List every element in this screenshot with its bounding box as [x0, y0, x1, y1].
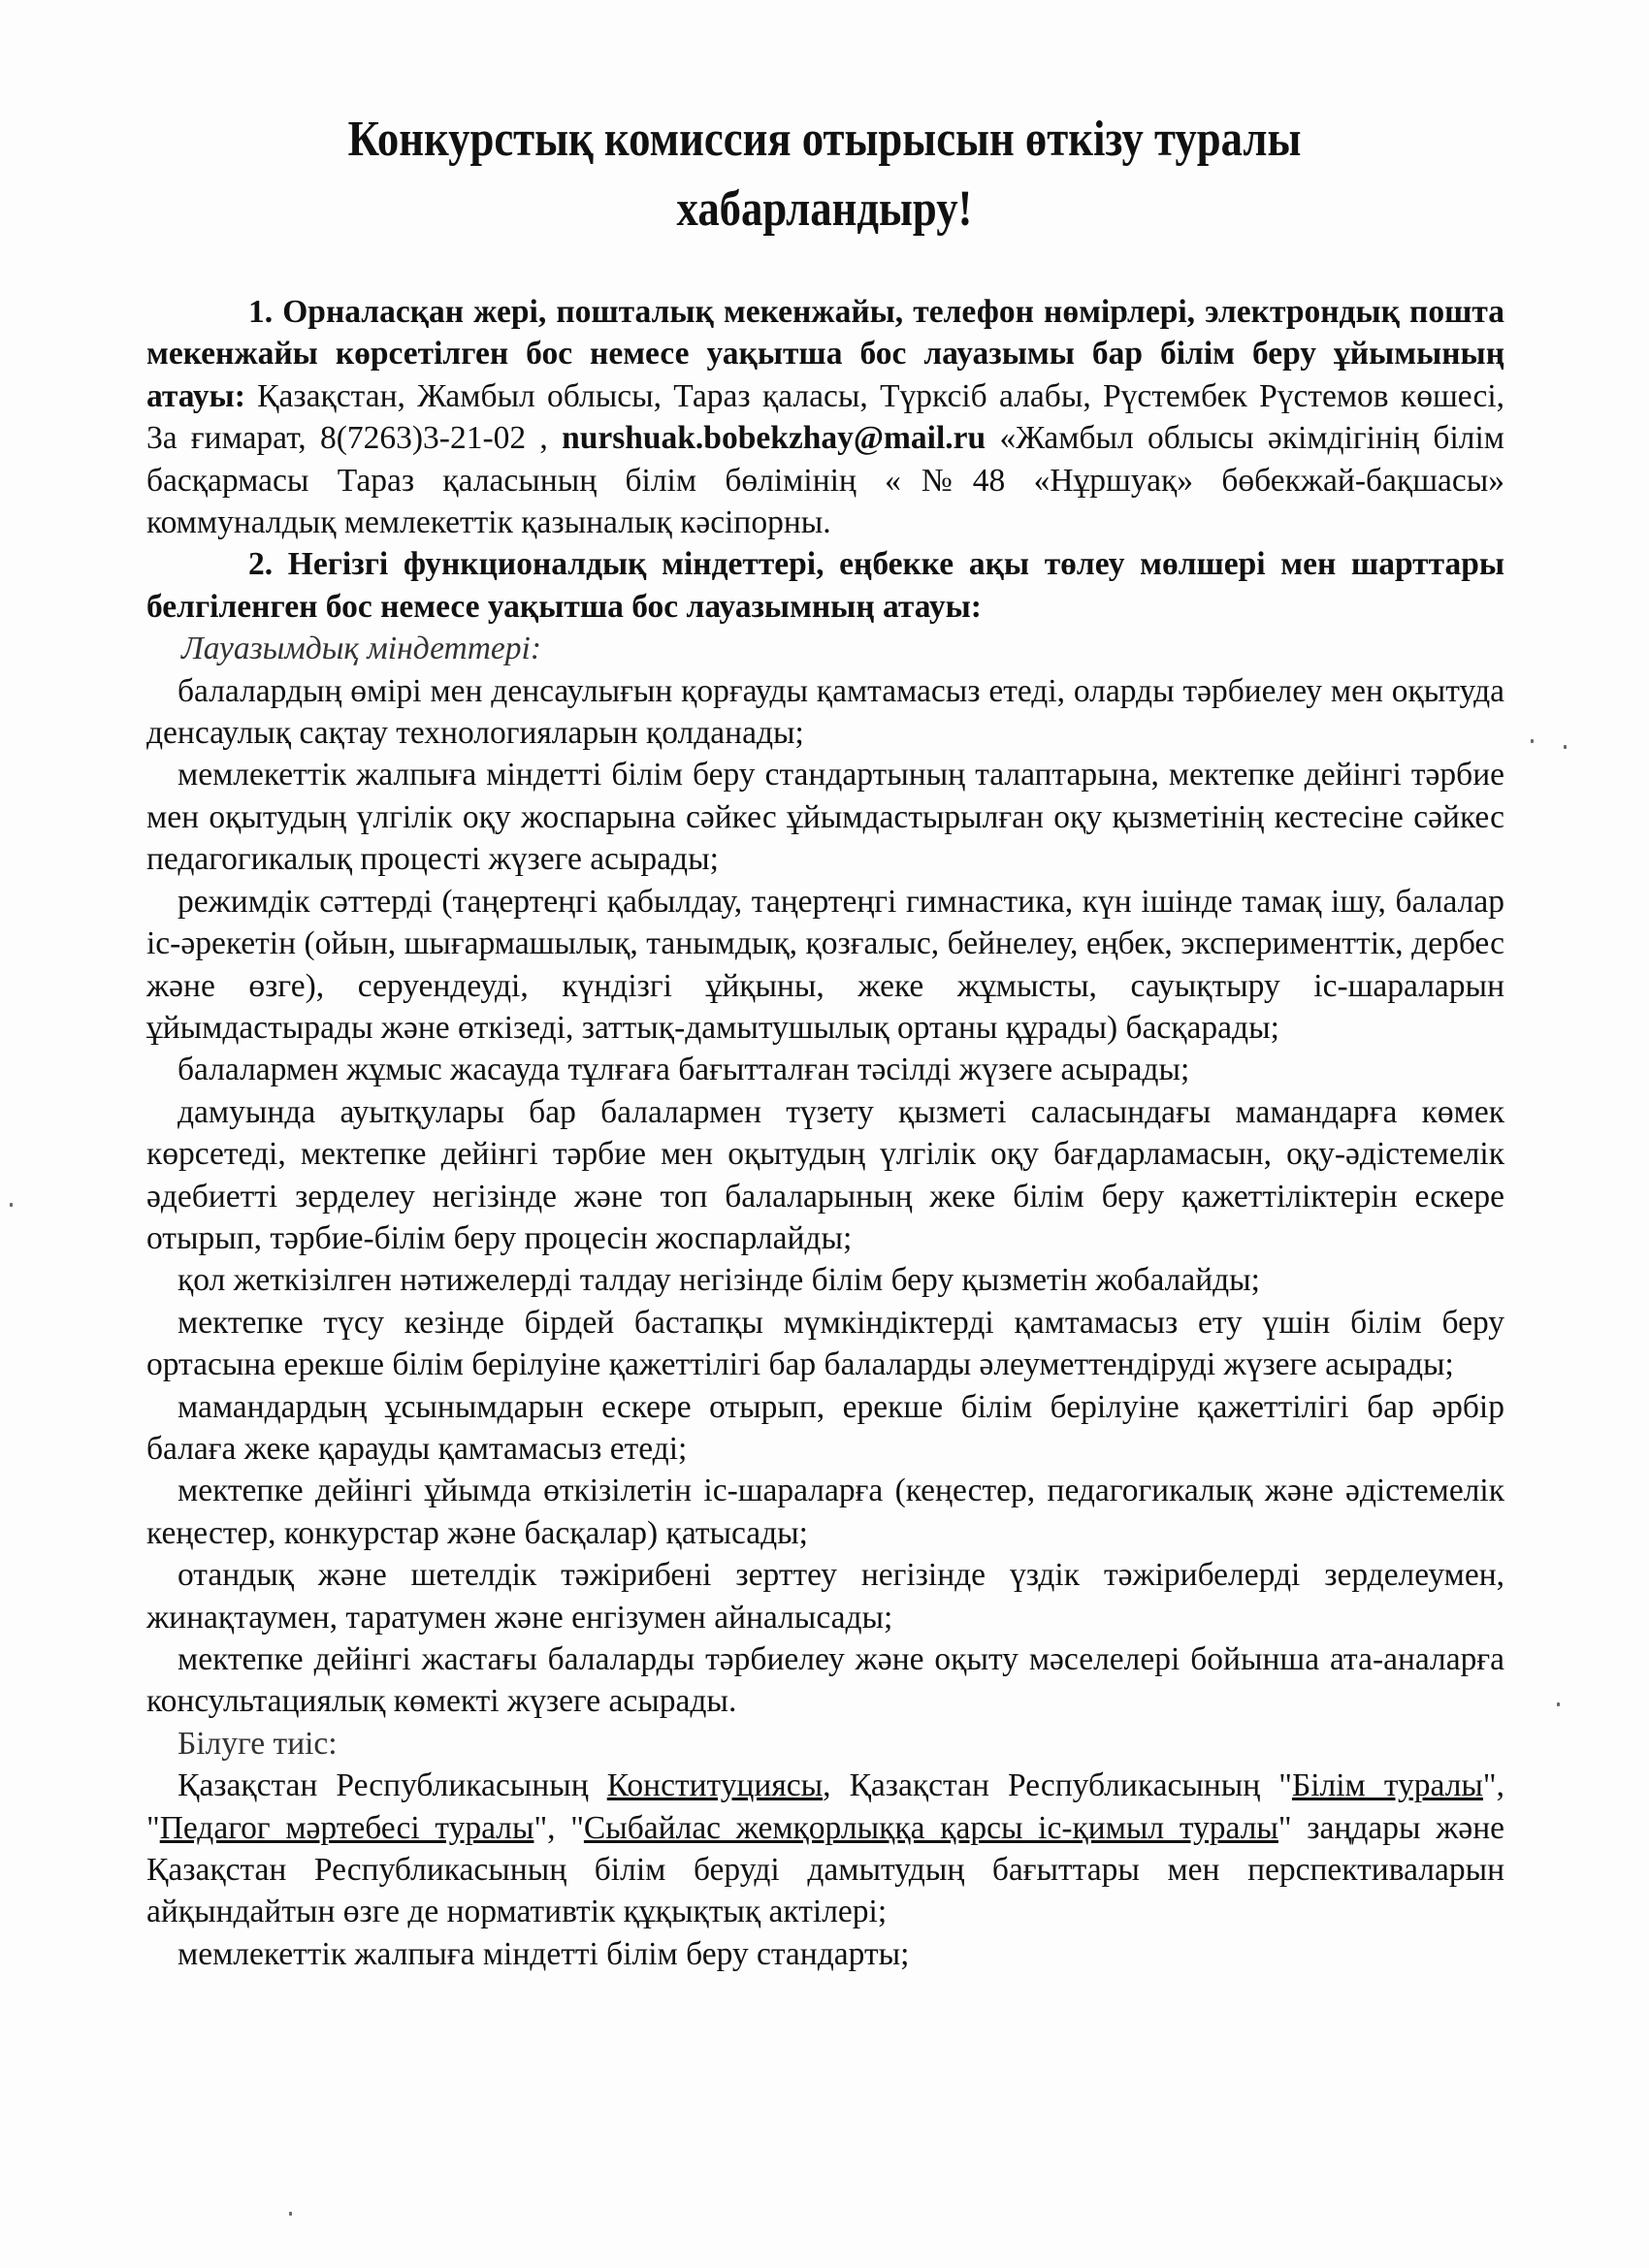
section-2-heading	[146, 543, 1504, 628]
section-2-heading-text: 2. Негізгі функционалдық міндеттері, еңбекке ақы төлеу мөлшері мен шарттары белгіленген бос немесе уақытша бос лауазымның атауы:	[146, 546, 1504, 625]
duty-item: отандық және шетелдік тәжірибені зерттеу негізінде үздік тәжірибелерді зерделеумен, жинақтаумен, таратумен және енгізумен айналысады;	[146, 1557, 1504, 1636]
duty-item: дамуында ауытқулары бар балалармен түзету қызметі саласындағы мамандарға көмек көрсетеді, мектепке дейінгі тәрбие мен оқытудың үлгілік оқу бағдарламасын, оқу-әдістемелік әдебиетті зерделеу негізінде және топ балаларының жеке білім беру қажеттіліктерін ескере отырып, тәрбие-білім беру процесін жоспарлайды;	[146, 1093, 1504, 1256]
duty-item: қол жеткізілген нәтижелерді талдау негізінде білім беру қызметін жобалайды;	[178, 1262, 1260, 1299]
scan-speck	[289, 2212, 292, 2216]
scan-speck	[1531, 739, 1534, 743]
text: Қазақстан Республикасының	[178, 1767, 607, 1804]
duty-item: мектепке дейінгі ұйымда өткізілетін іс-шараларға (кеңестер, педагогикалық және әдістемелік кеңестер, конкурстар және басқалар) қатысады;	[146, 1473, 1504, 1551]
duty-item: режимдік сәттерді (таңертеңгі қабылдау, таңертеңгі гимнастика, күн ішінде тамақ ішу, балалар іс-әрекетін (ойын, шығармашылық, танымдық, қозғалыс, бейнелеу, еңбек, эксперименттік, дербес және өзге), серуендеуді, күндізгі ұйқыны, жеке жұмысты, сауықтыру іс-шараларын ұйымдастырады және өткізеді, заттық-дамытушылық ортаны құрады) басқарады;	[146, 883, 1504, 1046]
duty-item: мектепке түсу кезінде бірдей бастапқы мүмкіндіктерді қамтамасыз ету үшін білім беру ортасына ерекше білім берілуіне қажеттілігі бар балаларды әлеуметтендіруді жүзеге асырады;	[146, 1304, 1504, 1383]
text: ", "	[146, 1767, 1504, 1846]
link-law-anti-corruption[interactable]: Сыбайлас жемқорлыққа қарсы іс-қимыл туралы	[583, 1809, 1278, 1846]
section-1	[146, 291, 1504, 543]
link-constitution[interactable]: Конституциясы	[606, 1767, 824, 1804]
section-1-address: Қазақстан, Жамбыл облысы, Тараз қаласы, Түрксіб алабы, Рүстембек Рүстемов көшесі, 3а ғимарат, 8(7263)3-21-02 ,	[146, 377, 1504, 457]
title-line-1: Конкурстық комиссия отырысын өткізу туралы	[347, 112, 1302, 167]
email-address: nurshuak.bobekzhay@mail.ru	[562, 420, 986, 457]
title-line-2: хабарландыру!	[676, 181, 973, 237]
duty-item: мамандардың ұсынымдарын ескере отырып, ерекше білім берілуіне қажеттілігі бар әрбір балаға жеке қарауды қамтамасыз етеді;	[146, 1388, 1504, 1467]
text: ", "	[534, 1809, 584, 1846]
scan-speck	[1557, 1702, 1560, 1706]
scan-speck	[1564, 745, 1567, 749]
section-1-heading: 1. Орналасқан жері, пошталық мекенжайы, телефон нөмірлері, электрондық пошта мекенжайы көрсетілген бос немесе уақытша бос лауазымы бар білім беру ұйымының атауы:	[146, 294, 1504, 414]
duty-item: мектепке дейінгі жастағы балаларды тәрбиелеу және оқыту мәселелері бойынша ата-аналарға консультациялық көмекті жүзеге асырады.	[146, 1641, 1504, 1720]
link-law-teacher-status[interactable]: Педагог мәртебесі туралы	[159, 1809, 534, 1846]
page-title	[241, 105, 1408, 244]
must-know-laws	[146, 1765, 1504, 1933]
organization-name: «Жамбыл облысы әкімдігінің білім басқармасы Тараз қаласының білім бөлімінің «№48 «Нұршуақ» бөбекжай-бақшасы» коммуналдық мемлекеттік қазыналық кәсіпорны.	[146, 420, 1505, 541]
scan-speck	[10, 1203, 13, 1207]
text: , Қазақстан Республикасының "	[823, 1767, 1292, 1804]
must-know-item: мемлекеттік жалпыға міндетті білім беру стандарты;	[178, 1935, 910, 1972]
link-law-education[interactable]: Білім туралы	[1291, 1767, 1483, 1804]
document-body	[146, 291, 1504, 1975]
duty-item: мемлекеттік жалпыға міндетті білім беру стандартының талаптарына, мектепке дейінгі тәрбие мен оқытудың үлгілік оқу жоспарына сәйкес ұйымдастырылған оқу қызметінің кестесіне сәйкес педагогикалық процесті жүзеге асырады;	[146, 757, 1504, 878]
duty-item: балалардың өмірі мен денсаулығын қорғауды қамтамасыз етеді, оларды тәрбиелеу мен оқытуда денсаулық сақтау технологияларын қолданады;	[146, 672, 1504, 752]
text: " заңдары және Қазақстан Республикасының білім беруді дамытудың бағыттары мен перспективаларын айқындайтын өзге де нормативтік құқықтық актілері;	[146, 1809, 1505, 1930]
must-know-label: Білуге тиіс:	[178, 1725, 338, 1762]
duties-label: Лауазымдық міндеттері:	[181, 631, 541, 667]
duty-item: балалармен жұмыс жасауда тұлғаға бағытталған тәсілді жүзеге асырады;	[178, 1052, 1190, 1088]
